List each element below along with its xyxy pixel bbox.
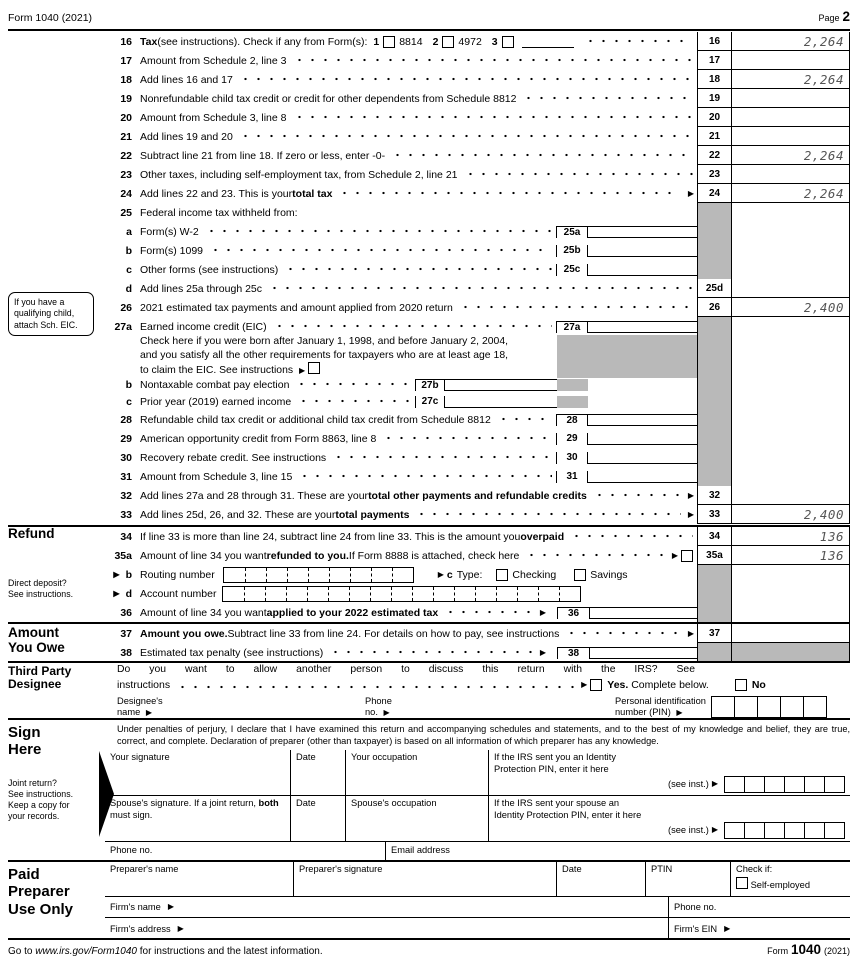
line-28: 28 Refundable child tax credit or additional child tax credit from Schedule 8812 28 xyxy=(8,410,850,429)
third-party-yes-checkbox[interactable] xyxy=(590,679,602,691)
shaded-area xyxy=(557,379,588,391)
paid-preparer-section xyxy=(8,860,850,939)
firm-address-cell[interactable]: Firm's address ▶ xyxy=(110,923,184,934)
line-36: 36 Amount of line 34 you want applied to your 2022 estimated tax ▶ 36 xyxy=(8,603,850,622)
line-30: 30 Recovery rebate credit. See instructions 30 xyxy=(8,448,850,467)
ptin-cell[interactable]: PTIN xyxy=(645,862,730,897)
line-25: 25 Federal income tax withheld from: xyxy=(8,203,850,222)
joint-return-note: Joint return? See instructions. Keep a copy for your records. xyxy=(8,778,74,821)
line-20: 20 Amount from Schedule 3, line 8 20 xyxy=(8,108,850,127)
paid-preparer-heading: Paid Preparer Use Only xyxy=(8,866,74,918)
signature-table xyxy=(105,750,850,841)
line-24: 24 Add lines 22 and 23. This is your total tax ▶ 24 2,264 xyxy=(8,184,850,203)
arrow-right-icon: ▶ xyxy=(671,550,678,560)
line-34: 34 If line 33 is more than line 24, subtract line 24 from line 33. This is the amount you overpaid 34 136 xyxy=(8,527,850,546)
preparer-date-cell[interactable]: Date xyxy=(556,862,645,897)
line-35b: ▶ b Routing number ▶ c Type: Checking Savings xyxy=(8,565,850,584)
line-22: 22 Subtract line 21 from line 18. If zero or less, enter -0- 22 2,264 xyxy=(8,146,850,165)
self-employed-checkbox[interactable] xyxy=(736,877,748,889)
line-27b-entry[interactable] xyxy=(445,380,557,391)
line-32: 32 Add lines 27a and 28 through 31. These are your total other payments and refundable credits ▶ 32 xyxy=(8,486,850,505)
line-24-amount[interactable]: 2,264 xyxy=(732,184,850,203)
arrow-right-icon: ▶ xyxy=(383,707,390,717)
arrow-right-icon: ▶ xyxy=(167,902,175,911)
line-16-amount[interactable]: 2,264 xyxy=(732,32,850,51)
arrow-right-icon: ▶ xyxy=(687,509,694,519)
perjury-statement: Under penalties of perjury, I declare that I have examined this return and accompanying schedules and statements, and to the best of my knowledge and belief, they are true, correct, and complete. Declaration of preparer (other than taxpayer) is based on all information of which preparer has any knowledge. xyxy=(117,724,850,747)
eic-side-note: If you have a qualifying child, attach Sch. EIC. xyxy=(8,292,94,336)
line-19-amount[interactable] xyxy=(732,89,850,108)
tax-lines-table xyxy=(8,32,850,524)
line-28-entry[interactable] xyxy=(588,415,697,426)
line-36-entry[interactable] xyxy=(590,608,697,619)
firm-name-cell[interactable]: Firm's name ▶ xyxy=(105,897,668,918)
third-party-no-checkbox[interactable] xyxy=(735,679,747,691)
phone-cell[interactable]: Phone no. xyxy=(110,845,153,856)
designee-pin-label: Personal identification number (PIN) ▶ xyxy=(615,695,706,717)
page-indicator: Page 2 xyxy=(818,9,850,24)
your-ip-pin-grid[interactable] xyxy=(725,776,845,793)
third-party-designee-section: Do you want to allow another person to discuss this return with the IRS? See instructions ▶ Yes. Complete below. No Designee's name ▶ Phone no. ▶ Personal identification number (PIN) ▶ xyxy=(8,661,850,724)
check-if-cell: Check if: Self-employed xyxy=(730,862,850,897)
line-25c-entry[interactable] xyxy=(588,264,697,276)
arrow-right-icon: ▶ xyxy=(687,490,694,500)
firm-ein-cell[interactable]: Firm's EIN ▶ xyxy=(668,918,850,939)
spouse-signature-date-cell[interactable]: Date xyxy=(290,795,345,841)
refund-heading: Refund xyxy=(8,526,55,541)
designee-name-field[interactable]: Designee's name ▶ xyxy=(117,695,163,717)
arrow-right-icon: ▶ xyxy=(437,569,444,579)
preparer-name-cell[interactable]: Preparer's name xyxy=(105,862,293,897)
spouse-signature-cell[interactable]: Spouse's signature. If a joint return, both must sign. xyxy=(105,795,290,841)
arrow-right-icon: ▶ xyxy=(539,607,546,617)
line-38-entry[interactable] xyxy=(590,648,697,659)
line-19: 19 Nonrefundable child tax credit or credit for other dependents from Schedule 8812 19 xyxy=(8,89,850,108)
line-35a-amount[interactable]: 136 xyxy=(732,546,850,565)
your-signature-cell[interactable]: Your signature xyxy=(110,752,170,763)
line-17: 17 Amount from Schedule 2, line 3 17 xyxy=(8,51,850,70)
arrow-right-icon: ▶ xyxy=(687,628,694,638)
line-35a: 35a Amount of line 34 you want refunded to you. If Form 8888 is attached, check here ▶ 35a 136 xyxy=(8,546,850,565)
line-26-amount[interactable]: 2,400 xyxy=(732,298,850,317)
account-number-grid[interactable] xyxy=(222,586,581,602)
bottom-rule xyxy=(8,938,850,940)
your-ip-pin-cell: If the IRS sent you an Identity Protection PIN, enter it here (see inst.) ▶ xyxy=(488,750,850,795)
line-30-entry[interactable] xyxy=(588,452,697,464)
designee-pin-grid[interactable] xyxy=(712,696,827,718)
line-17-amount[interactable] xyxy=(732,51,850,70)
form-8888-checkbox[interactable] xyxy=(681,550,693,562)
form-other-entry[interactable] xyxy=(522,36,574,48)
arrow-right-icon: ▶ xyxy=(711,825,718,835)
line-16: 16 Tax (see instructions). Check if any from Form(s): 1 8814 2 4972 3 16 2,264 xyxy=(8,32,850,51)
arrow-right-icon: ▶ xyxy=(145,707,153,717)
form-8814-checkbox[interactable] xyxy=(383,36,395,48)
line-27a-entry[interactable] xyxy=(588,322,697,333)
your-signature-date-cell[interactable]: Date xyxy=(290,750,345,795)
line-21: 21 Add lines 19 and 20 21 xyxy=(8,127,850,146)
page-footer: Go to www.irs.gov/Form1040 for instructions and the latest information. Form 1040 (2021) xyxy=(8,942,850,957)
direct-deposit-note: Direct deposit? See instructions. xyxy=(8,578,74,599)
line-25b: b Form(s) 1099 25b xyxy=(8,241,850,260)
third-party-question: Do you want to allow another person to discuss this return with the IRS? See xyxy=(117,664,695,676)
irs-url[interactable]: www.irs.gov/Form1040 xyxy=(35,946,137,957)
line-16-label-bold: Tax xyxy=(140,35,158,48)
arrow-right-icon: ▶ xyxy=(113,569,120,579)
line-22-amount[interactable]: 2,264 xyxy=(732,146,850,165)
line-34-amount[interactable]: 136 xyxy=(732,527,850,546)
line-25d: d Add lines 25a through 25c 25d xyxy=(8,279,850,298)
line-18: 18 Add lines 16 and 17 18 2,264 xyxy=(8,70,850,89)
header-rule xyxy=(8,29,850,31)
arrow-right-icon: ▶ xyxy=(581,680,588,689)
arrow-right-icon: ▶ xyxy=(676,707,683,717)
sign-here-section xyxy=(8,718,850,862)
your-occupation-cell[interactable]: Your occupation xyxy=(345,750,488,795)
form-4972-checkbox[interactable] xyxy=(442,36,454,48)
arrow-right-icon: ▶ xyxy=(711,779,718,789)
line-25b-entry[interactable] xyxy=(588,245,697,257)
line-23: 23 Other taxes, including self-employment tax, from Schedule 2, line 21 23 xyxy=(8,165,850,184)
spouse-ip-pin-grid[interactable] xyxy=(725,822,845,839)
amount-you-owe-heading: Amount You Owe xyxy=(8,625,65,655)
arrow-right-icon: ▶ xyxy=(113,588,120,598)
shaded-area xyxy=(557,396,588,408)
arrow-right-icon: ▶ xyxy=(177,923,184,933)
amount-you-owe-section xyxy=(8,622,850,662)
line-29-entry[interactable] xyxy=(588,433,697,445)
line-38: 38 Estimated tax penalty (see instructions) ▶ 38 xyxy=(8,643,850,662)
line-25a: a Form(s) W-2 25a xyxy=(8,222,850,241)
spouse-ip-pin-cell: If the IRS sent your spouse an Identity Protection PIN, enter it here (see inst.) ▶ xyxy=(488,795,850,841)
arrow-right-icon: ▶ xyxy=(298,366,306,376)
line-27b: b Nontaxable combat pay election 27b xyxy=(8,377,850,394)
refund-section xyxy=(8,525,850,622)
line-35d: ▶ d Account number xyxy=(8,584,850,603)
line-26: 26 2021 estimated tax payments and amount applied from 2020 return 26 2,400 xyxy=(8,298,850,317)
arrow-right-icon: ▶ xyxy=(687,188,694,198)
line-23-amount[interactable] xyxy=(732,165,850,184)
line-27a: 27a Earned income credit (EIC) 27a xyxy=(8,317,850,336)
arrow-right-icon: ▶ xyxy=(724,923,731,933)
line-21-amount[interactable] xyxy=(732,127,850,146)
line-27a-eic-note-row: Check here if you were born after January 1, 1998, and before January 2, 2004, and you satisfy all the other requirements for taxpayers who are at least age 18, to claim the EIC. See instructions ▶ xyxy=(8,336,850,377)
line-31: 31 Amount from Schedule 3, line 15 31 xyxy=(8,467,850,486)
page-header xyxy=(8,9,850,24)
sign-here-heading: Sign Here xyxy=(8,724,42,759)
line-20-amount[interactable] xyxy=(732,108,850,127)
line-31-entry[interactable] xyxy=(588,471,697,483)
line-18-amount[interactable]: 2,264 xyxy=(732,70,850,89)
line-37-amount[interactable] xyxy=(732,624,850,643)
checking-checkbox[interactable] xyxy=(496,569,508,581)
routing-number-grid[interactable] xyxy=(223,567,414,583)
line-32-amount[interactable] xyxy=(732,486,850,505)
eic-age-checkbox[interactable] xyxy=(308,362,320,374)
third-party-heading: Third Party Designee xyxy=(8,664,72,692)
preparer-signature-cell[interactable]: Preparer's signature xyxy=(293,862,556,897)
page-number: 2 xyxy=(842,9,850,24)
line-25d-amount[interactable] xyxy=(732,279,850,298)
firm-phone-cell[interactable]: Phone no. xyxy=(668,897,850,918)
line-27c-entry[interactable] xyxy=(445,396,557,408)
form-id: Form 1040 (2021) xyxy=(8,12,93,24)
line-29: 29 American opportunity credit from Form 8863, line 8 29 xyxy=(8,429,850,448)
form-other-checkbox[interactable] xyxy=(502,36,514,48)
line-33-amount[interactable]: 2,400 xyxy=(732,505,850,524)
line-25c: c Other forms (see instructions) 25c xyxy=(8,260,850,279)
email-cell[interactable]: Email address xyxy=(385,842,850,862)
designee-phone-field[interactable]: Phone no. ▶ xyxy=(365,695,392,717)
shaded-area xyxy=(557,335,697,377)
spouse-occupation-cell[interactable]: Spouse's occupation xyxy=(345,795,488,841)
line-33: 33 Add lines 25d, 26, and 32. These are your total payments ▶ 33 2,400 xyxy=(8,505,850,524)
form-footer-id: Form 1040 (2021) xyxy=(767,942,850,957)
savings-checkbox[interactable] xyxy=(574,569,586,581)
arrow-right-icon: ▶ xyxy=(539,647,546,657)
line-25a-entry[interactable] xyxy=(588,227,697,238)
line-37: 37 Amount you owe. Subtract line 33 from line 24. For details on how to pay, see instructions ▶ 37 xyxy=(8,624,850,643)
line-27c: c Prior year (2019) earned income 27c xyxy=(8,394,850,411)
